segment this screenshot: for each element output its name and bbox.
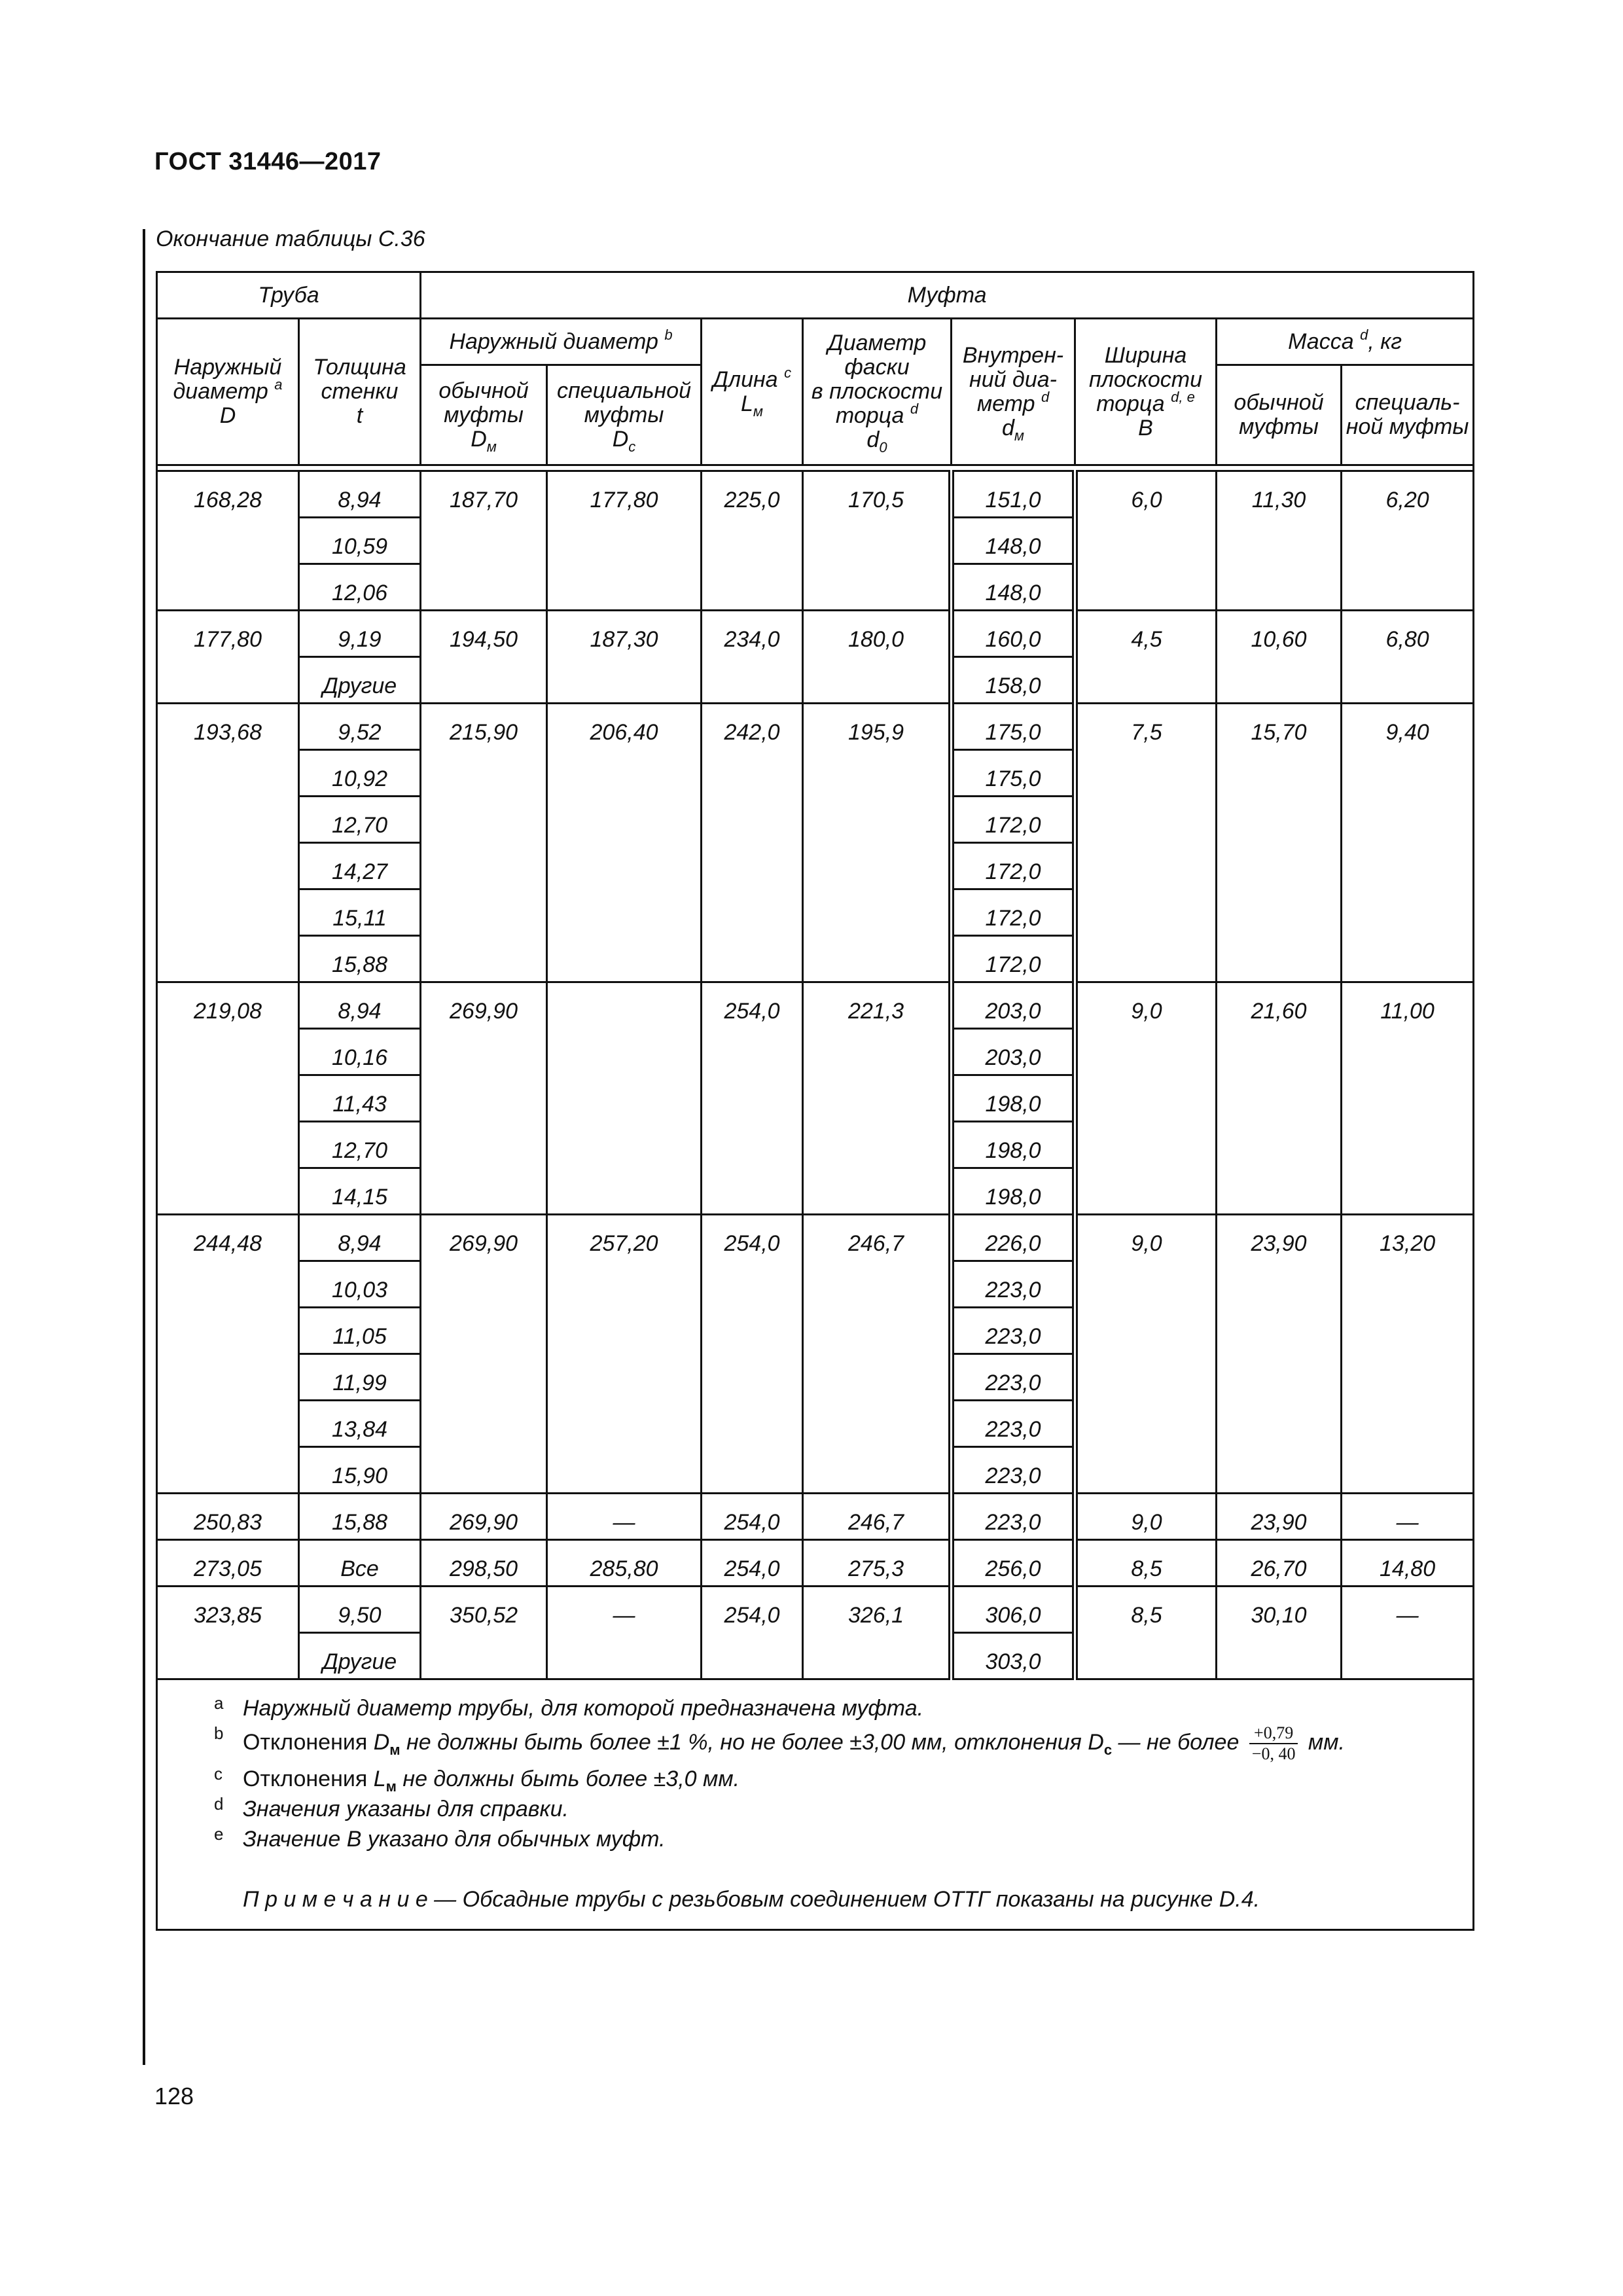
od-regular-cell: 269,90 [421, 1215, 547, 1494]
mass-regular-cell: 10,60 [1217, 611, 1342, 704]
wall-cell: Все [299, 1540, 421, 1587]
length-cell: 254,0 [702, 982, 803, 1215]
coupling-spec-table [156, 271, 1474, 1931]
od-special-cell: 285,80 [547, 1540, 702, 1587]
wall-cell: 12,70 [299, 1122, 421, 1168]
inner-diameter-cell: 306,0 [952, 1587, 1075, 1633]
mass-regular-cell: 11,30 [1217, 471, 1342, 611]
mass-special-cell: 9,40 [1342, 704, 1474, 982]
length-cell: 234,0 [702, 611, 803, 704]
inner-diameter-cell: 151,0 [952, 471, 1075, 518]
change-bar [143, 229, 145, 2065]
inner-diameter-cell: 175,0 [952, 704, 1075, 750]
face-width-cell: 9,0 [1075, 982, 1217, 1215]
chamfer-cell: 221,3 [803, 982, 952, 1215]
mass-special-cell: 13,20 [1342, 1215, 1474, 1494]
length-cell: 254,0 [702, 1494, 803, 1540]
table-row [157, 471, 1474, 518]
header-length: Длина $^c$ $L_м$ [702, 319, 803, 465]
inner-diameter-cell: 303,0 [952, 1633, 1075, 1679]
od-special-cell: 257,20 [547, 1215, 702, 1494]
inner-diameter-cell: 148,0 [952, 518, 1075, 564]
header-outer-diameter: Наружный диаметр $^b$ [421, 319, 702, 365]
length-cell: 254,0 [702, 1540, 803, 1587]
wall-cell: 8,94 [299, 982, 421, 1029]
inner-diameter-cell: 148,0 [952, 564, 1075, 611]
od-special-cell: 187,30 [547, 611, 702, 704]
wall-cell: 9,50 [299, 1587, 421, 1633]
inner-diameter-cell: 223,0 [952, 1354, 1075, 1401]
inner-diameter-cell: 198,0 [952, 1168, 1075, 1215]
header-pipe: Труба [157, 272, 421, 319]
inner-diameter-cell: 223,0 [952, 1401, 1075, 1447]
wall-cell: 15,11 [299, 889, 421, 936]
pipe-od-cell: 250,83 [157, 1494, 299, 1540]
mass-regular-cell: 23,90 [1217, 1494, 1342, 1540]
table-row [157, 1540, 1474, 1587]
od-regular-cell: 269,90 [421, 982, 547, 1215]
mass-special-cell: 6,20 [1342, 471, 1474, 611]
inner-diameter-cell: 158,0 [952, 657, 1075, 704]
table-row [157, 1587, 1474, 1633]
chamfer-cell: 246,7 [803, 1494, 952, 1540]
chamfer-cell: 170,5 [803, 471, 952, 611]
header-pipe-od: Наружный диаметр $^a$ D [157, 319, 299, 465]
inner-diameter-cell: 203,0 [952, 1029, 1075, 1075]
table-row [157, 1494, 1474, 1540]
mass-regular-cell: 15,70 [1217, 704, 1342, 982]
footnote-a: a Наружный диаметр трубы, для которой предназначена муфта. [214, 1693, 924, 1721]
od-regular-cell: 187,70 [421, 471, 547, 611]
pipe-od-cell: 193,68 [157, 704, 299, 982]
face-width-cell: 7,5 [1075, 704, 1217, 982]
wall-cell: 10,92 [299, 750, 421, 797]
od-special-cell: — [547, 1587, 702, 1679]
inner-diameter-cell: 223,0 [952, 1494, 1075, 1540]
table-notes [157, 1679, 1474, 1930]
wall-cell: 14,27 [299, 843, 421, 889]
inner-diameter-cell: 160,0 [952, 611, 1075, 657]
wall-cell: 8,94 [299, 471, 421, 518]
inner-diameter-cell: 198,0 [952, 1122, 1075, 1168]
od-special-cell: — [547, 1494, 702, 1540]
pipe-od-cell: 244,48 [157, 1215, 299, 1494]
footnote-d: d Значения указаны для справки. [214, 1794, 569, 1821]
inner-diameter-cell: 172,0 [952, 797, 1075, 843]
mass-special-cell: 14,80 [1342, 1540, 1474, 1587]
pipe-od-cell: 323,85 [157, 1587, 299, 1679]
od-regular-cell: 269,90 [421, 1494, 547, 1540]
od-regular-cell: 298,50 [421, 1540, 547, 1587]
inner-diameter-cell: 172,0 [952, 843, 1075, 889]
spec-table-container [156, 271, 1472, 1931]
table-row [157, 1215, 1474, 1261]
od-regular-cell: 194,50 [421, 611, 547, 704]
od-regular-cell: 350,52 [421, 1587, 547, 1679]
chamfer-cell: 275,3 [803, 1540, 952, 1587]
mass-special-cell: — [1342, 1587, 1474, 1679]
wall-cell: 10,03 [299, 1261, 421, 1308]
header-separator [157, 465, 1474, 471]
od-special-cell: 177,80 [547, 471, 702, 611]
table-caption: Окончание таблицы С.36 [156, 226, 425, 251]
table-row [157, 982, 1474, 1029]
chamfer-cell: 195,9 [803, 704, 952, 982]
inner-diameter-cell: 256,0 [952, 1540, 1075, 1587]
inner-diameter-cell: 223,0 [952, 1308, 1075, 1354]
wall-cell: Другие [299, 1633, 421, 1679]
wall-cell: 10,16 [299, 1029, 421, 1075]
footnotes-cell [157, 1679, 1474, 1930]
header-od-special: специальной муфты $D_с$ [547, 365, 702, 465]
wall-cell: 11,43 [299, 1075, 421, 1122]
face-width-cell: 9,0 [1075, 1215, 1217, 1494]
header-pipe-wall: Толщина стенки t [299, 319, 421, 465]
header-inner-diameter: Внутрен- ний диа- метр $^d$ $d_м$ [952, 319, 1075, 465]
mass-regular-cell: 21,60 [1217, 982, 1342, 1215]
mass-regular-cell: 26,70 [1217, 1540, 1342, 1587]
inner-diameter-cell: 223,0 [952, 1261, 1075, 1308]
mass-special-cell: — [1342, 1494, 1474, 1540]
pipe-od-cell: 168,28 [157, 471, 299, 611]
wall-cell: 13,84 [299, 1401, 421, 1447]
chamfer-cell: 246,7 [803, 1215, 952, 1494]
pipe-od-cell: 219,08 [157, 982, 299, 1215]
wall-cell: 12,06 [299, 564, 421, 611]
wall-cell: 8,94 [299, 1215, 421, 1261]
table-row [157, 704, 1474, 750]
od-special-cell: 206,40 [547, 704, 702, 982]
document-title: ГОСТ 31446—2017 [154, 148, 382, 175]
chamfer-cell: 326,1 [803, 1587, 952, 1679]
chamfer-cell: 180,0 [803, 611, 952, 704]
inner-diameter-cell: 175,0 [952, 750, 1075, 797]
mass-regular-cell: 30,10 [1217, 1587, 1342, 1679]
footnote-e: e Значение B указано для обычных муфт. [214, 1824, 666, 1852]
page-number: 128 [154, 2083, 194, 2109]
length-cell: 242,0 [702, 704, 803, 982]
face-width-cell: 8,5 [1075, 1540, 1217, 1587]
inner-diameter-cell: 223,0 [952, 1447, 1075, 1494]
wall-cell: 9,19 [299, 611, 421, 657]
length-cell: 254,0 [702, 1215, 803, 1494]
wall-cell: 11,05 [299, 1308, 421, 1354]
wall-cell: 10,59 [299, 518, 421, 564]
header-chamfer-diameter: Диаметр фаски в плоскости торца $^d$ $d_0$ [803, 319, 952, 465]
inner-diameter-cell: 226,0 [952, 1215, 1075, 1261]
header-face-width: Ширина плоскости торца $^{d, e}$ B [1075, 319, 1217, 465]
inner-diameter-cell: 172,0 [952, 889, 1075, 936]
pipe-od-cell: 177,80 [157, 611, 299, 704]
table-body [157, 471, 1474, 1679]
face-width-cell: 9,0 [1075, 1494, 1217, 1540]
inner-diameter-cell: 198,0 [952, 1075, 1075, 1122]
wall-cell: Другие [299, 657, 421, 704]
face-width-cell: 8,5 [1075, 1587, 1217, 1679]
wall-cell: 9,52 [299, 704, 421, 750]
header-mass: Масса $^d$, кг [1217, 319, 1474, 365]
face-width-cell: 6,0 [1075, 471, 1217, 611]
wall-cell: 11,99 [299, 1354, 421, 1401]
od-special-cell [547, 982, 702, 1215]
header-mass-special: специаль- ной муфты [1342, 365, 1474, 465]
pipe-od-cell: 273,05 [157, 1540, 299, 1587]
od-regular-cell: 215,90 [421, 704, 547, 982]
wall-cell: 14,15 [299, 1168, 421, 1215]
wall-cell: 15,90 [299, 1447, 421, 1494]
inner-diameter-cell: 203,0 [952, 982, 1075, 1029]
header-od-regular: обычной муфты $D_м$ [421, 365, 547, 465]
header-mass-regular: обычной муфты [1217, 365, 1342, 465]
wall-cell: 15,88 [299, 936, 421, 982]
table-header [157, 272, 1474, 471]
mass-special-cell: 6,80 [1342, 611, 1474, 704]
inner-diameter-cell: 172,0 [952, 936, 1075, 982]
tolerance-fraction: $\frac{+0,79}{-0, 40}$ [1249, 1723, 1298, 1764]
wall-cell: 15,88 [299, 1494, 421, 1540]
length-cell: 254,0 [702, 1587, 803, 1679]
table-note: П р и м е ч а н и е — Обсадные трубы с резьбовым соединением ОТТГ показаны на рисунке D.4. [243, 1887, 1260, 1912]
footnote-c: c Отклонения $L_м$ не должны быть более ±3,0 мм. [214, 1764, 740, 1795]
length-cell: 225,0 [702, 471, 803, 611]
face-width-cell: 4,5 [1075, 611, 1217, 704]
mass-special-cell: 11,00 [1342, 982, 1474, 1215]
wall-cell: 12,70 [299, 797, 421, 843]
header-coupling: Муфта [421, 272, 1474, 319]
footnote-b: b Отклонения $D_м$ не должны быть более ±1 %, но не более ±3,00 мм, отклонения $D_с$ — не более $\frac{+0,79}{-0, 40}$ мм. [214, 1723, 1345, 1763]
table-row [157, 611, 1474, 657]
mass-regular-cell: 23,90 [1217, 1215, 1342, 1494]
